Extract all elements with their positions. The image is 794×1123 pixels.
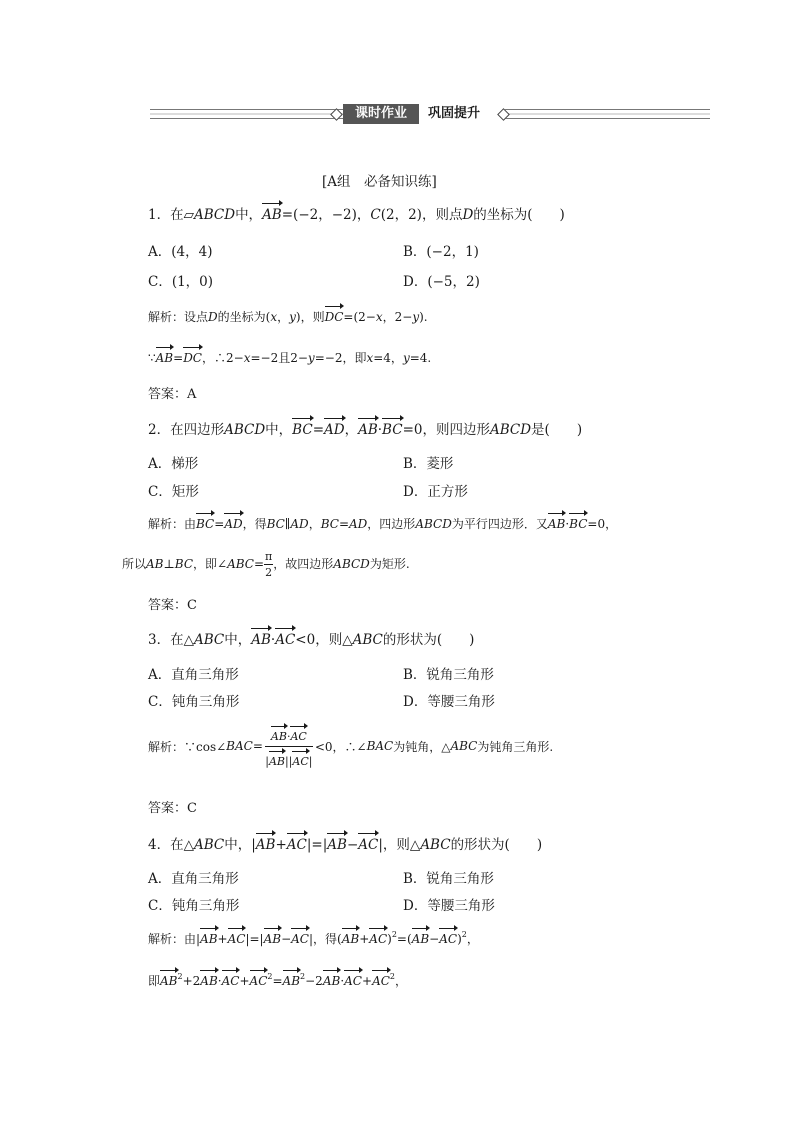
q2-text: ABCD [489,422,532,438]
header-tag-consolidate: 巩固提升 [428,106,481,121]
fraction-numerator [265,724,313,747]
q4-sol-text: · [340,974,345,988]
vector-AB: AB [411,932,430,946]
q4-text: 的形状为( ) [450,837,543,853]
header-tag-homework: 课时作业 [343,104,419,124]
q4-text: ABC [193,837,225,853]
q3-sol-text: 为钝角三角形. [477,739,554,754]
q1-text: 1．在▱ [148,207,194,223]
q2-text: 是( ) [531,422,583,438]
q1-sol-text: y [289,310,296,324]
q2-sol-text: ， [308,517,321,531]
q1-sol-text: = [173,351,184,365]
exponent-2: 2 [461,930,467,939]
q3-option-a: A．直角三角形 [148,667,239,683]
q1-sol-text: 解析：设点 [148,310,209,324]
vector-AC: AC [292,755,309,768]
q2-text: ABCD [224,422,266,438]
q4-sol-text: ) [387,932,392,946]
vector-AB: AB [322,974,341,988]
q1-sol-text: ， [277,310,290,324]
vector-AC: AC [249,974,268,988]
vector-AC: AC [227,932,246,946]
q2-sol-text: ABCD [415,517,452,531]
q2-sol-text: =0， [587,517,618,531]
q4-solution-line-1 [148,930,479,947]
q3-text: 3．在△ [148,632,194,648]
q4-sol-text: · [217,974,222,988]
q4-sol-text: + [362,974,373,988]
q2-sol-text: ，四边形 [367,517,416,531]
q2-option-d: D．正方形 [403,484,468,500]
vector-AB: AB [155,351,174,365]
q2-solution-line-2 [122,550,410,579]
q2-sol-text: ，即∠ [193,557,228,571]
q2-sol-text: 所以 [122,557,147,571]
q2-option-b: B．菱形 [403,456,454,472]
q1-sol-text: =4， [373,351,403,365]
q1-sol-text: =−2，即 [314,351,367,365]
q1-solution-line-1 [148,308,428,325]
q4-text: 4．在△ [148,837,194,853]
q1-sol-text: x [243,351,251,365]
q4-sol-text: =( [396,932,412,946]
vector-AB: AB [251,632,271,648]
q1-sol-text: ∵ [148,351,156,365]
q4-solution-line-2 [148,972,407,989]
exponent-2: 2 [389,972,396,981]
q1-sol-text: )，则 [295,310,325,324]
q4-text: + [275,837,287,853]
q4-sol-text: 解析：由| [148,932,201,946]
q1-sol-text: =(2− [343,310,376,324]
q1-option-b: B．(−2，1) [403,244,479,260]
q4-option-a: A．直角三角形 [148,871,239,887]
q2-text: =0，则四边形 [402,422,490,438]
q2-sol-text: 为矩形. [369,557,410,571]
q2-sol-text: ABCD [333,557,370,571]
fraction-numerator: π [265,550,273,563]
fraction-pi-over-2 [264,550,273,579]
q4-text: |=| [306,837,328,853]
vector-AD: AD [324,422,345,438]
q4-sol-text: ， [466,932,479,946]
q2-solution-line-1 [148,515,617,532]
q3-option-c: C．钝角三角形 [148,694,240,710]
q1-sol-text: ，∴2− [202,351,244,365]
q2-sol-text: 为平行四边形．又 [451,517,548,531]
dot-operator: · [286,730,291,743]
vector-AB: AB [282,974,301,988]
vector-AC: AC [358,837,379,853]
q2-option-c: C．矩形 [148,484,199,500]
q4-sol-text: + [239,974,250,988]
fraction-denominator: 2 [265,566,273,579]
q4-text: 中，| [224,837,256,853]
q1-sol-text: y [402,351,410,365]
q3-answer: 答案：C [148,801,197,816]
q1-sol-text: y [307,351,315,365]
q1-sol-text: D [208,310,218,324]
q3-sol-text: 为钝角，△ [393,739,451,754]
q2-text: ， [344,422,359,438]
q1-option-d: D．(−5，2) [403,274,480,290]
abs-bar: | [265,755,269,768]
q2-sol-text: AB [146,557,164,571]
vector-AD: AD [224,517,243,531]
q4-sol-text: −2 [305,974,323,988]
q1-option-c: C．(1，0) [148,274,214,290]
q1-option-a: A．(4，4) [148,244,213,260]
vector-AC: AC [286,837,307,853]
q2-sol-text: BC [320,517,339,531]
q2-answer: 答案：C [148,598,197,613]
q2-sol-text: BC [174,557,194,571]
q4-text: − [346,837,359,853]
q4-option-d: D．等腰三角形 [403,898,495,914]
q2-sol-text: ABC [227,557,254,571]
vector-AB: AB [547,517,566,531]
vector-BC: BC [382,422,403,438]
q3-text: <0，则△ [295,632,353,648]
q2-sol-text: 解析：由 [148,517,197,531]
q2-sol-text: = [338,517,349,531]
q3-sol-text: BAC [366,739,394,753]
q2-sol-text: = [253,557,265,571]
q4-sol-text: = [272,974,283,988]
vector-AB: AB [341,932,360,946]
vector-AC: AC [290,730,307,743]
vector-AB: AB [270,730,287,743]
q4-sol-text: ) [457,932,462,946]
fraction-denominator [265,747,313,768]
vector-AB: AB [268,755,285,768]
q3-text: ABC [193,632,225,648]
q3-sol-text: = [252,739,263,753]
vector-AC: AC [275,632,296,648]
q1-answer: 答案：A [148,387,197,402]
q2-text: = [312,422,324,438]
vector-DC: DC [324,310,344,324]
vector-BC: BC [196,517,215,531]
q4-sol-text: + [217,932,228,946]
q1-sol-text: =4. [409,351,432,365]
vector-DC: DC [183,351,202,365]
q1-solution-line-2 [148,349,431,366]
abs-bar: | [308,755,313,768]
question-3-stem [148,628,474,648]
q1-sol-text: x [270,310,278,324]
q1-sol-text: x [366,351,374,365]
q1-text: 中， [235,207,263,223]
q2-sol-text: · [565,517,570,531]
q2-text: 中， [265,422,293,438]
q3-option-b: B．锐角三角形 [403,667,494,683]
exponent-2: 2 [300,972,306,981]
vector-AC: AC [369,932,388,946]
vector-AB: AB [200,974,218,988]
q1-sol-text: y [412,310,420,324]
vector-AB: AB [327,837,347,853]
q4-text: |，则△ [378,837,421,853]
q3-text: · [270,632,276,648]
q4-sol-text: ， [395,974,408,988]
q1-sol-text: x [375,310,383,324]
vector-AC: AC [372,974,390,988]
vector-AB: AB [200,932,218,946]
question-2-stem [148,418,582,438]
q1-text: ABCD [193,207,236,223]
question-1-stem [148,203,565,223]
vector-BC: BC [292,422,313,438]
exponent-2: 2 [267,972,273,981]
q4-sol-text: − [281,932,292,946]
q2-sol-text: ，故四边形 [273,557,334,571]
vector-AC: AC [221,974,240,988]
vector-AB: AB [160,974,178,988]
vector-AC: AC [291,932,309,946]
q4-sol-text: + [359,932,370,946]
q4-sol-text: 即 [148,974,161,988]
cosine-fraction [263,724,315,768]
q4-sol-text: − [429,932,440,946]
q3-text: 的形状为( ) [382,632,475,648]
vector-AB: AB [358,422,378,438]
q1-sol-text: ，2− [382,310,413,324]
vector-AB: AB [263,932,282,946]
q3-solution [148,724,553,768]
q3-sol-text: 解析：∵cos∠ [148,739,227,754]
q3-sol-text: ABC [450,739,478,753]
q1-sol-text: =−2且2− [250,351,308,365]
q4-option-b: B．锐角三角形 [403,871,494,887]
q2-sol-text: AD [349,517,368,531]
vector-BC: BC [569,517,588,531]
q2-sol-text: = [214,517,225,531]
q3-text: 中， [224,632,252,648]
q3-text: ABC [352,632,383,648]
vector-AB: AB [255,837,276,853]
exponent-2: 2 [177,972,183,981]
q2-option-a: A．梯形 [148,456,199,472]
exponent-2: 2 [391,930,397,939]
q4-option-c: C．钝角三角形 [148,898,240,914]
q1-text: D [462,207,474,223]
q4-text: ABC [420,837,451,853]
q4-sol-text: +2 [182,974,201,988]
q2-text: 2．在四边形 [148,422,225,438]
q3-option-d: D．等腰三角形 [403,694,495,710]
q1-sol-text: ). [419,310,428,324]
question-4-stem [148,833,542,853]
section-title: [A组 必备知识练] [322,174,437,190]
q2-sol-text: BC∥AD [266,517,309,531]
q1-sol-text: 的坐标为( [217,310,271,324]
abs-bar: || [284,755,293,768]
vector-AB: AB [262,207,282,223]
vector-AC: AC [344,974,362,988]
q2-sol-text: ，得 [242,517,267,531]
q1-text: C [370,207,381,223]
q4-sol-text: |=| [245,932,264,946]
q1-text: =(−2，−2)， [281,207,371,223]
q3-sol-text: <0，∴∠ [314,739,367,754]
q1-text: 的坐标为( ) [473,207,565,223]
q1-text: (2，2)，则点 [380,207,463,223]
q3-sol-text: BAC [226,739,253,753]
q4-sol-text: |，得( [309,932,342,946]
q2-sol-text: ⊥ [163,557,175,571]
vector-AC: AC [439,932,458,946]
q2-text: · [377,422,383,438]
